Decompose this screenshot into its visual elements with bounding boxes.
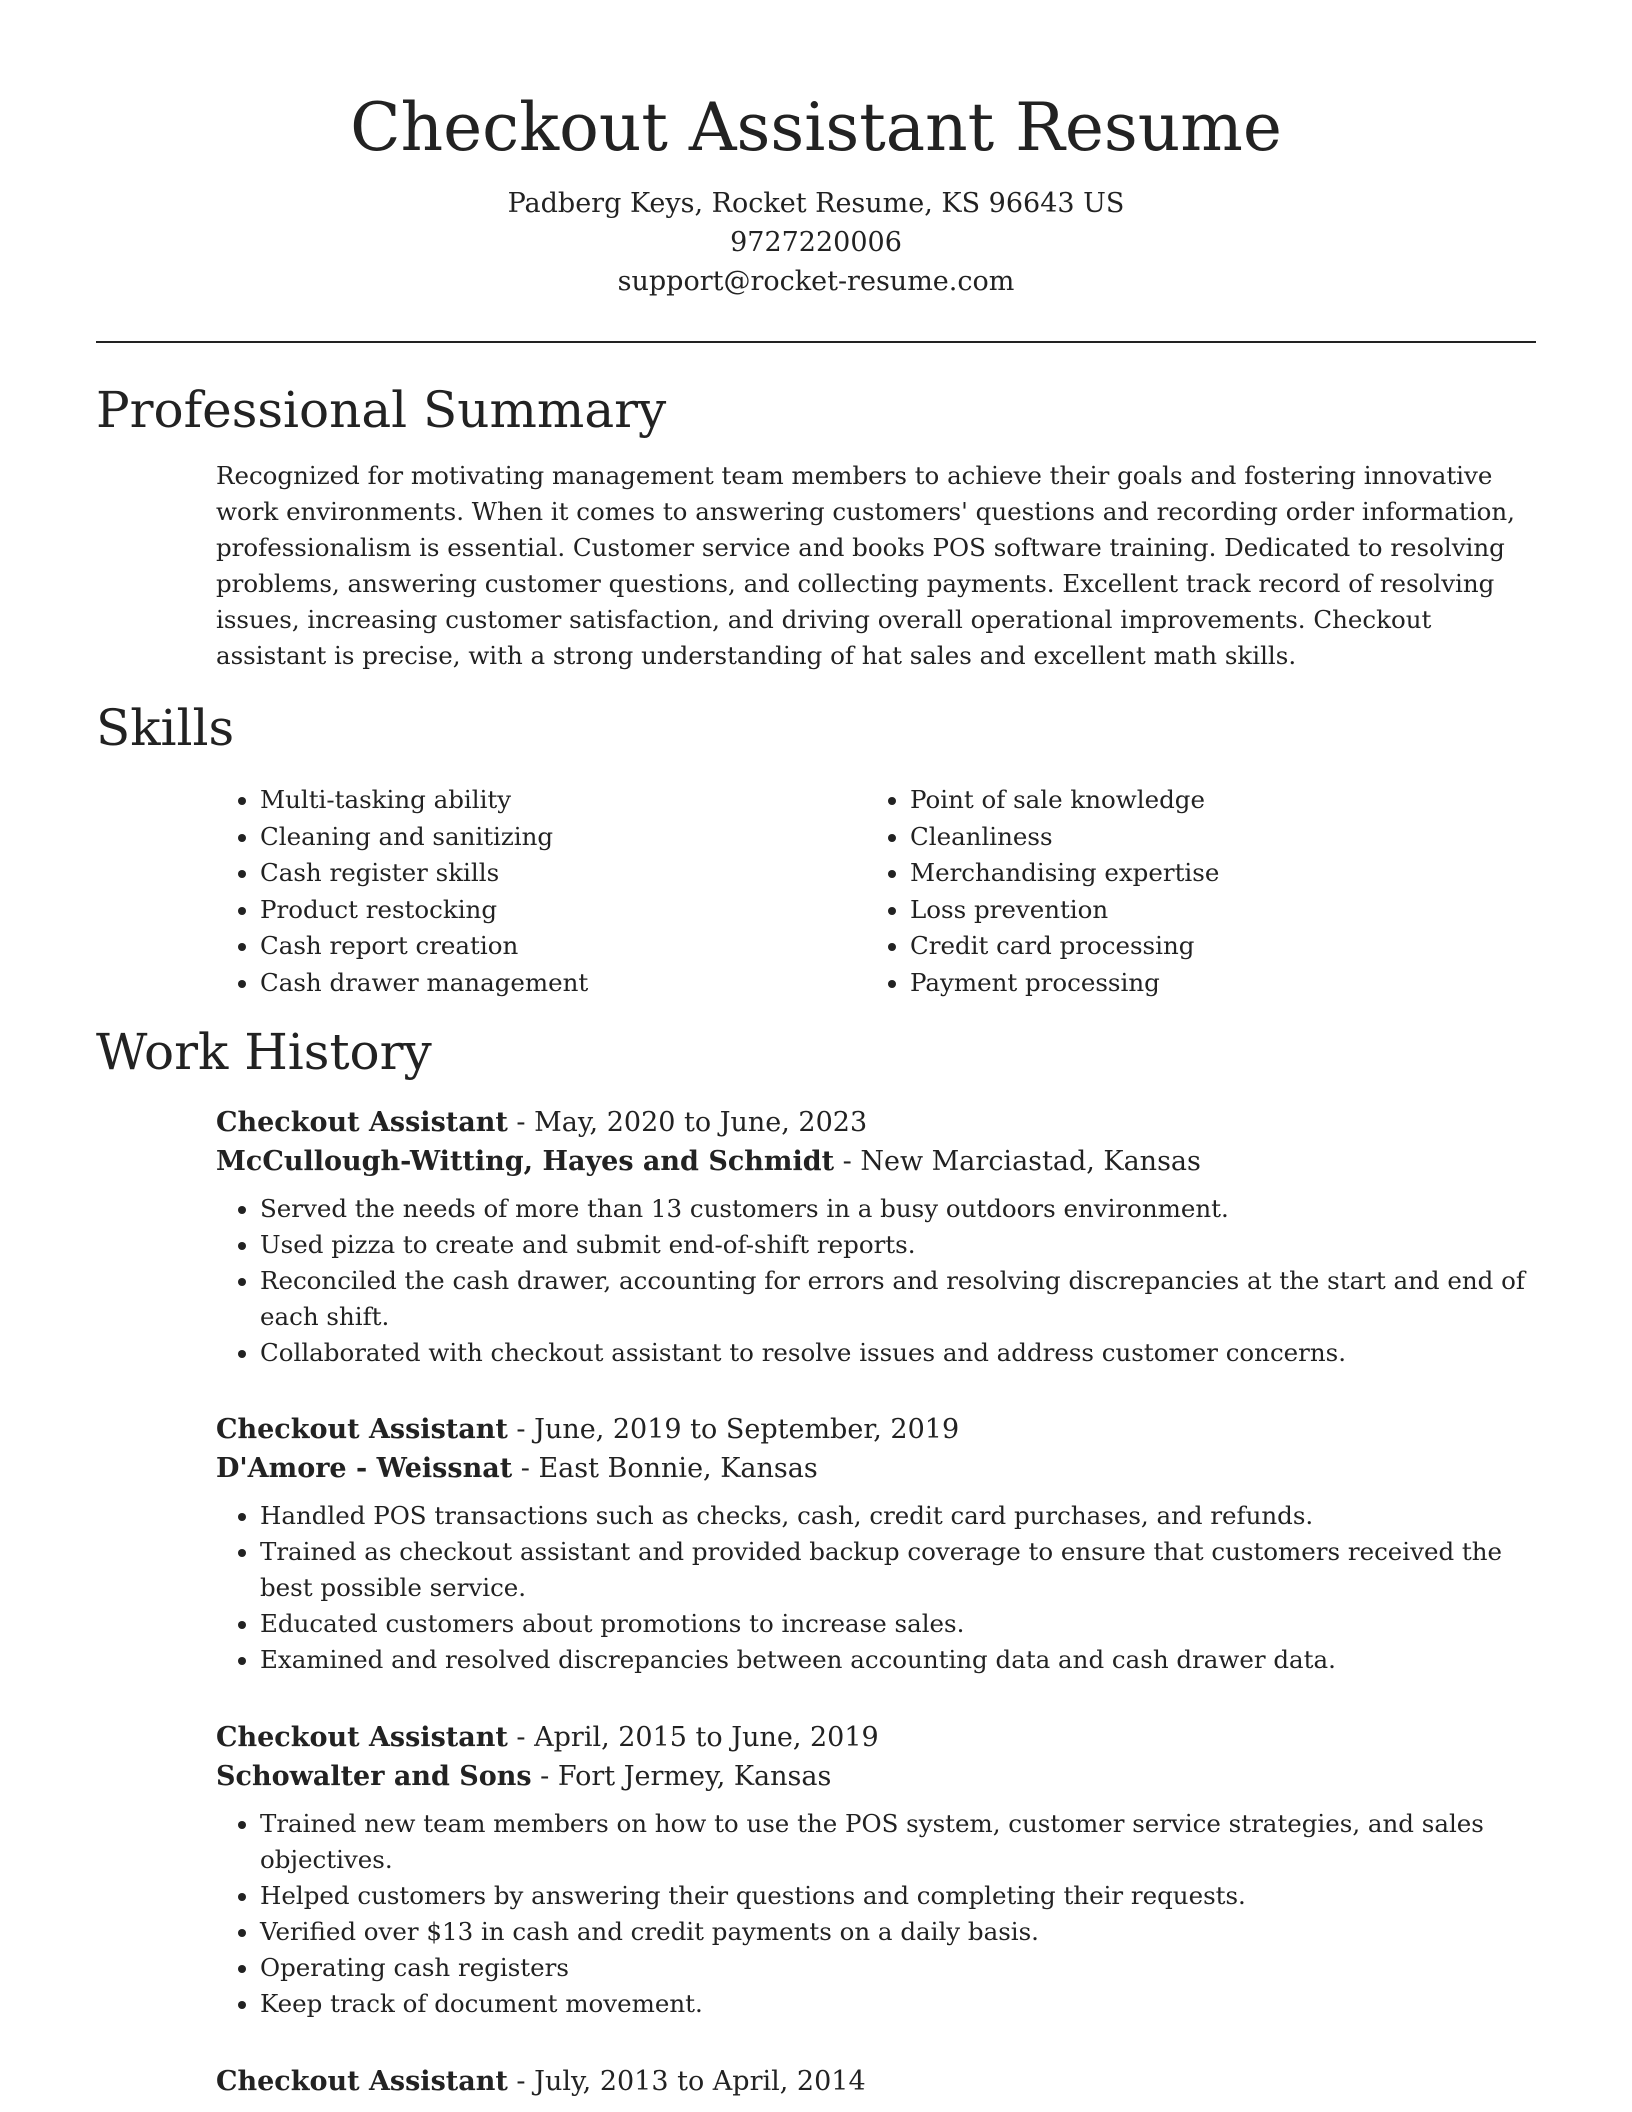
job-bullet: • Collaborated with checkout assistant to resolve issues and address customer concerns. xyxy=(260,1335,1544,1371)
job-position: Checkout Assistant xyxy=(216,1414,508,1445)
skill-item: • Cleaning and sanitizing xyxy=(260,819,866,856)
job-bullet: • Keep track of document movement. xyxy=(260,1986,1544,2022)
job-bullet: • Served the needs of more than 13 customers in a busy outdoors environment. xyxy=(260,1191,1544,1227)
job-company: Schowalter and Sons xyxy=(216,1761,532,1792)
job-position: Checkout Assistant xyxy=(216,1107,508,1138)
job-entry xyxy=(216,2062,1544,2101)
resume-title: Checkout Assistant Resume xyxy=(350,89,1282,166)
job-bullet: • Verified over $13 in cash and credit payments on a daily basis. xyxy=(260,1914,1544,1950)
header-divider xyxy=(96,341,1536,343)
job-title-line xyxy=(216,1103,1544,1142)
job-title-line xyxy=(216,1718,1544,1757)
contact-address: Padberg Keys, Rocket Resume, KS 96643 US xyxy=(507,188,1125,219)
work-history-heading: Work History xyxy=(96,1023,432,1081)
skill-item: • Cleanliness xyxy=(910,819,1516,856)
job-bullet: • Used pizza to create and submit end-of-shift reports. xyxy=(260,1227,1544,1263)
job-dates: - July, 2013 to April, 2014 xyxy=(507,2066,866,2097)
contact-phone: 9727220006 xyxy=(730,227,902,258)
job-bullet: • Operating cash registers xyxy=(260,1950,1544,1986)
job-bullets xyxy=(216,1191,1544,1371)
job-entry xyxy=(216,1410,1544,1678)
skills-column-right xyxy=(866,782,1516,1001)
skill-item: • Cash register skills xyxy=(260,855,866,892)
job-bullet: • Trained as checkout assistant and provided backup coverage to ensure that customers received the best possible service. xyxy=(260,1534,1544,1606)
skill-item: • Credit card processing xyxy=(910,928,1516,965)
job-dates: - June, 2019 to September, 2019 xyxy=(507,1414,960,1445)
job-bullet: • Handled POS transactions such as checks, cash, credit card purchases, and refunds. xyxy=(260,1498,1544,1534)
skill-item: • Product restocking xyxy=(260,892,866,929)
job-bullet: • Reconciled the cash drawer, accounting for errors and resolving discrepancies at the start and end of each shift. xyxy=(260,1263,1544,1335)
contact-email: support@rocket-resume.com xyxy=(617,266,1015,297)
job-location: - New Marciastad, Kansas xyxy=(834,1146,1201,1177)
job-location: - Fort Jermey, Kansas xyxy=(531,1761,832,1792)
summary-text: Recognized for motivating management team members to achieve their goals and fostering innovative work environments. When it comes to answering customers' questions and recording order information, professionalism is essential. Customer service and books POS software training. Dedicated to resolving problems, answering customer questions, and collecting payments. Excellent track record of resolving issues, increasing customer satisfaction, and driving overall operational improvements. Checkout assistant is precise, with a strong understanding of hat sales and excellent math skills. xyxy=(216,461,1515,670)
job-position: Checkout Assistant xyxy=(216,1722,508,1753)
job-location: - East Bonnie, Kansas xyxy=(512,1453,818,1484)
job-company: McCullough-Witting, Hayes and Schmidt xyxy=(216,1146,835,1177)
job-entry xyxy=(216,1103,1544,1371)
job-bullet: • Trained new team members on how to use the POS system, customer service strategies, and sales objectives. xyxy=(260,1806,1544,1878)
skills-list xyxy=(216,782,1544,1001)
job-entry xyxy=(216,1718,1544,2022)
job-company-line xyxy=(216,1142,1544,1181)
job-title-line xyxy=(216,1410,1544,1449)
job-bullets xyxy=(216,1806,1544,2022)
summary-heading: Professional Summary xyxy=(96,381,667,439)
job-bullet: • Examined and resolved discrepancies between accounting data and cash drawer data. xyxy=(260,1642,1544,1678)
skill-item: • Loss prevention xyxy=(910,892,1516,929)
job-company-line xyxy=(216,1449,1544,1488)
skill-item: • Cash report creation xyxy=(260,928,866,965)
job-position: Checkout Assistant xyxy=(216,2066,508,2097)
skills-heading: Skills xyxy=(96,699,235,757)
job-dates: - April, 2015 to June, 2019 xyxy=(507,1722,879,1753)
skill-item: • Merchandising expertise xyxy=(910,855,1516,892)
skill-item: • Point of sale knowledge xyxy=(910,782,1516,819)
job-bullet: • Educated customers about promotions to increase sales. xyxy=(260,1606,1544,1642)
job-title-line xyxy=(216,2062,1544,2101)
job-company: D'Amore - Weissnat xyxy=(216,1453,513,1484)
skills-column-left xyxy=(216,782,866,1001)
skill-item: • Payment processing xyxy=(910,965,1516,1002)
job-bullets xyxy=(216,1498,1544,1678)
resume-header xyxy=(0,84,1632,301)
job-bullet: • Helped customers by answering their questions and completing their requests. xyxy=(260,1878,1544,1914)
job-dates: - May, 2020 to June, 2023 xyxy=(507,1107,868,1138)
skill-item: • Multi-tasking ability xyxy=(260,782,866,819)
skill-item: • Cash drawer management xyxy=(260,965,866,1002)
job-company-line xyxy=(216,1757,1544,1796)
